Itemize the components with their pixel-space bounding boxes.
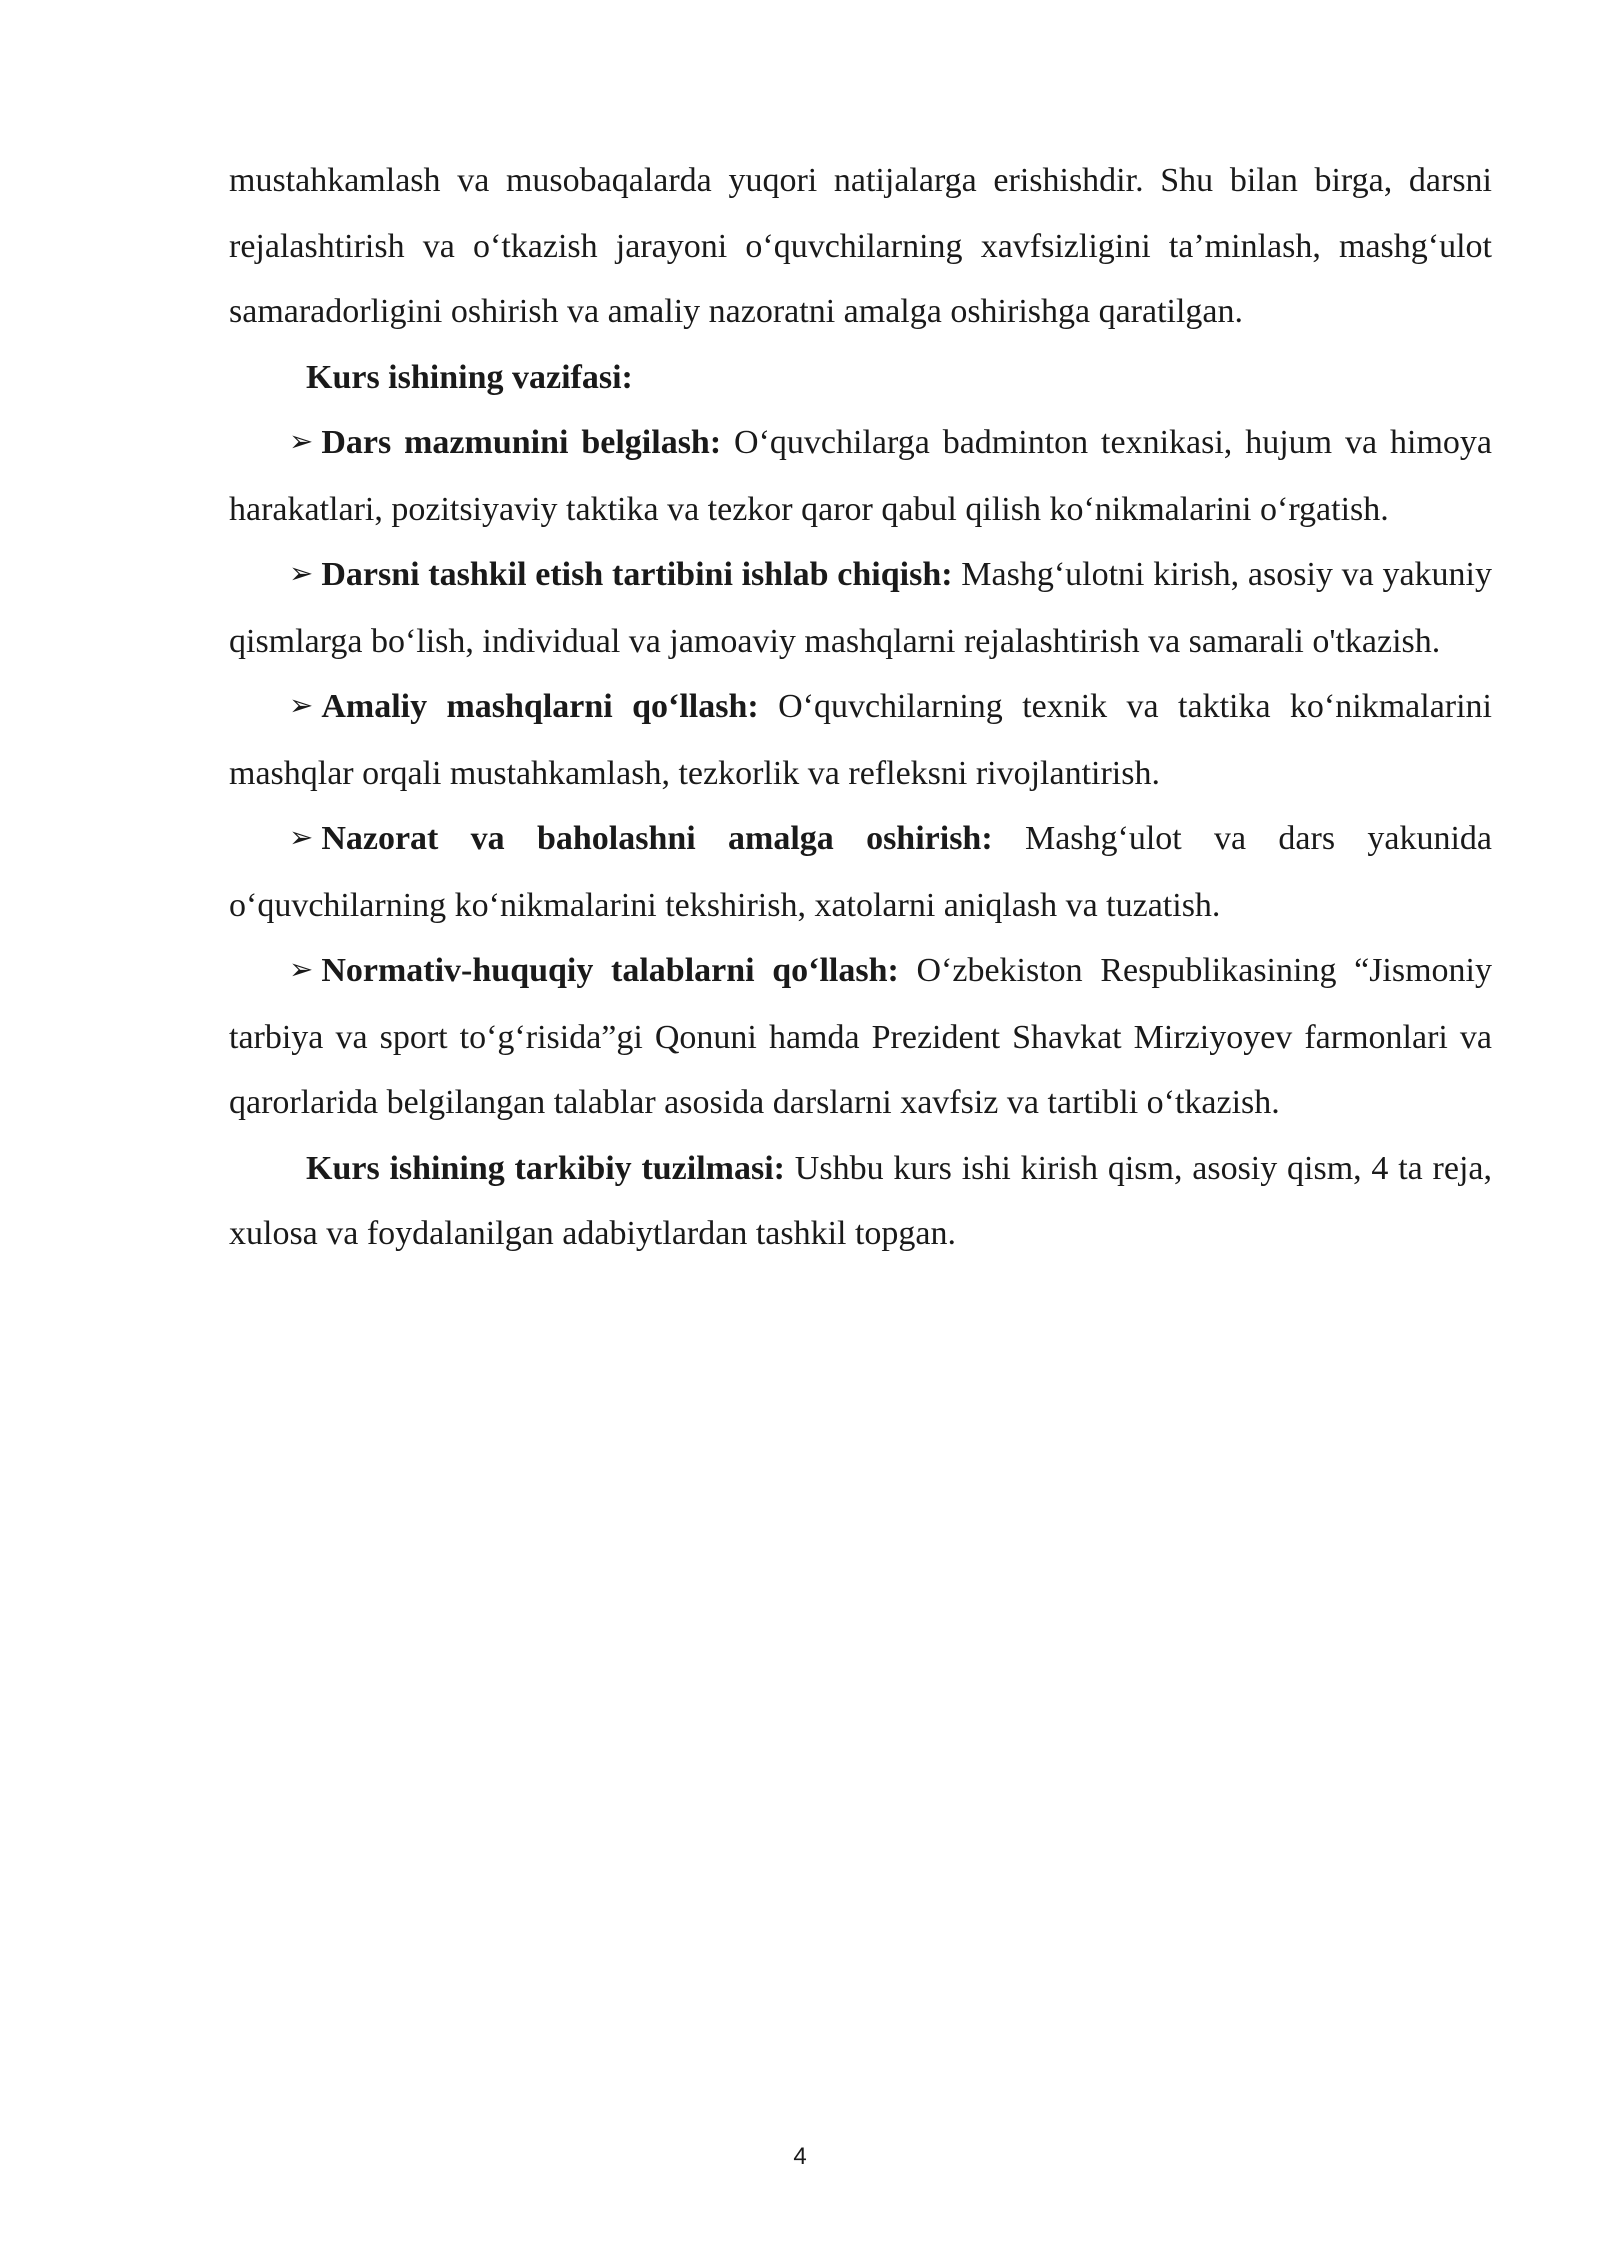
task-item (229, 938, 1492, 1136)
task-title: Amaliy mashqlarni qo‘llash: (321, 688, 759, 725)
task-text: Mashg‘ulotni kirish, asosiy va yakuniy qismlarga bo‘lish, individual va jamoaviy mashqlarni rejalashtirish va samarali o'tkazish. (229, 556, 1492, 660)
task-title: Nazorat va baholashni amalga oshirish: (321, 820, 993, 857)
arrow-bullet-icon: ➢ (289, 952, 314, 986)
task-item (229, 674, 1492, 806)
intro-paragraph: mustahkamlash va musobaqalarda yuqori natijalarga erishishdir. Shu bilan birga, darsni rejalashtirish va o‘tkazish jarayoni o‘quvchilarning xavfsizligini ta’minlash, mashg‘ulot samaradorligini oshirish va amaliy nazoratni amalga oshirishga qaratilgan. (229, 162, 1492, 330)
task-text: O‘quvchilarning texnik va taktika ko‘nikmalarini mashqlar orqali mustahkamlash, tezkorlik va refleksni rivojlantirish. (229, 688, 1492, 792)
arrow-bullet-icon: ➢ (289, 556, 314, 590)
task-title: Normativ-huquqiy talablarni qo‘llash: (321, 952, 899, 989)
arrow-bullet-icon: ➢ (289, 820, 314, 854)
structure-paragraph (229, 1136, 1492, 1267)
task-item (229, 542, 1492, 674)
task-title: Darsni tashkil etish tartibini ishlab chiqish: (321, 556, 953, 593)
arrow-bullet-icon: ➢ (289, 424, 314, 458)
task-text: Mashg‘ulot va dars yakunida o‘quvchilarning ko‘nikmalarini tekshirish, xatolarni aniqlash va tuzatish. (229, 820, 1492, 924)
arrow-bullet-icon: ➢ (289, 688, 314, 722)
structure-text: Ushbu kurs ishi kirish qism, asosiy qism, 4 ta reja, xulosa va foydalanilgan adabiytlardan tashkil topgan. (229, 1149, 1492, 1252)
task-text: O‘quvchilarga badminton texnikasi, hujum va himoya harakatlari, pozitsiyaviy taktika va tezkor qaror qabul qilish ko‘nikmalarini o‘rgatish. (229, 424, 1492, 528)
structure-title: Kurs ishining tarkibiy tuzilmasi: (306, 1149, 785, 1187)
task-text: O‘zbekiston Respublikasining “Jismoniy tarbiya va sport to‘g‘risida”gi Qonuni hamda Prezident Shavkat Mirziyoyev farmonlari va qarorlarida belgilangan talablar asosida darslarni xavfsiz va tartibli o‘tkazish. (229, 952, 1492, 1121)
task-item (229, 410, 1492, 542)
page-number: 4 (793, 2143, 807, 2170)
document-body (229, 148, 1492, 1267)
task-item (229, 806, 1492, 938)
tasks-heading: Kurs ishining vazifasi: (306, 358, 633, 396)
task-title: Dars mazmunini belgilash: (321, 424, 722, 461)
